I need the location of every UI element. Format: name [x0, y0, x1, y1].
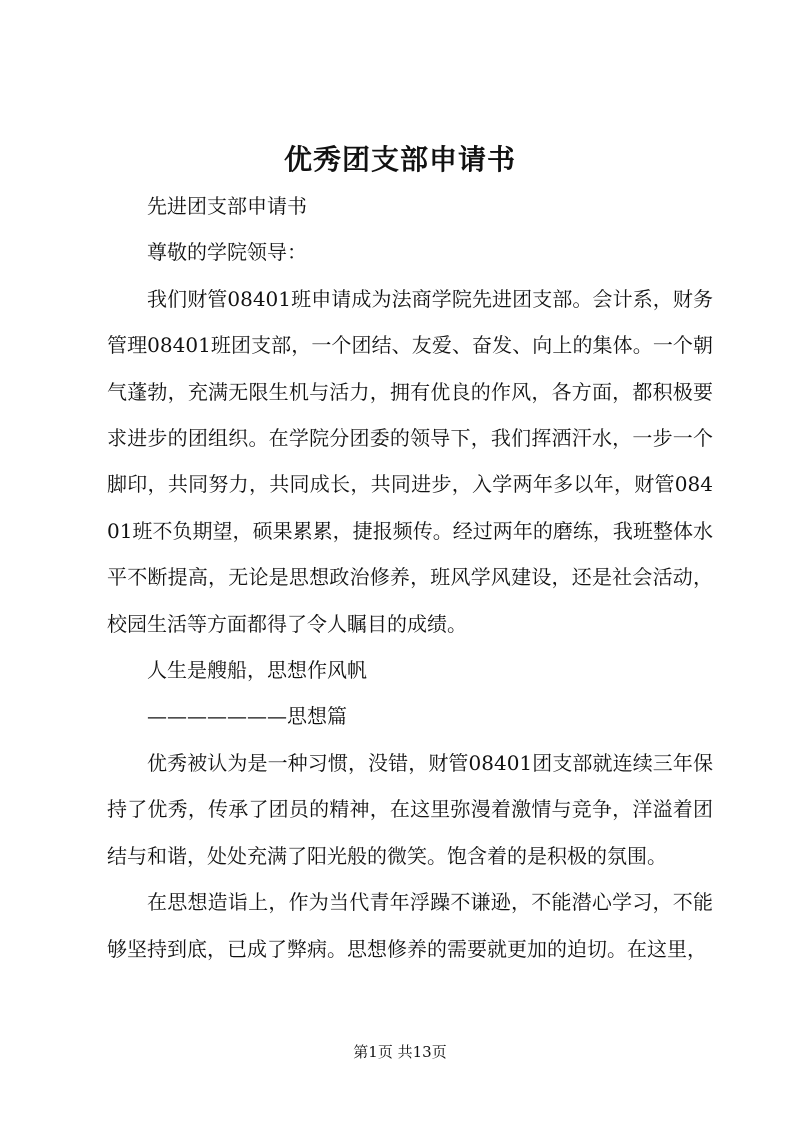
paragraph-excellence: 优秀被认为是一种习惯，没错，财管08401团支部就连续三年保持了优秀，传承了团员的精神，在这里弥漫着激情与竞争，洋溢着团结与和谐，处处充满了阳光般的微笑。饱含着的是积极的氛围。: [107, 750, 713, 868]
paragraph-intro: 我们财管08401班申请成为法商学院先进团支部。会计系，财务管理08401班团支部，一个团结、友爱、奋发、向上的集体。一个朝气蓬勃，充满无限生机与活力，拥有优良的作风，各方面，都积极要求进步的团组织。在学院分团委的领导下，我们挥洒汗水，一步一个脚印，共同努力，共同成长，共同进步，入学两年多以年，财管08401班不负期望，硕果累累，捷报频传。经过两年的磨练，我班整体水平不断提高，无论是思想政治修养，班风学风建设，还是社会活动，校园生活等方面都得了令人瞩目的成绩。: [107, 286, 713, 636]
paragraph-section-heading: 人生是艘船，思想作风帆: [147, 658, 367, 683]
paragraph-subtitle: 先进团支部申请书: [147, 194, 307, 218]
document-title: 优秀团支部申请书: [283, 143, 516, 176]
paragraph-thought: 在思想造诣上，作为当代青年浮躁不谦逊，不能潜心学习，不能够坚持到底，已成了弊病。思想修养的需要就更加的迫切。在这里，: [107, 890, 713, 961]
paragraph-salutation: 尊敬的学院领导：: [147, 240, 307, 265]
page-number-footer: 第1页 共13页: [353, 1043, 447, 1061]
document-body: [107, 183, 713, 972]
paragraph-section-label: ———————思想篇: [147, 704, 347, 729]
